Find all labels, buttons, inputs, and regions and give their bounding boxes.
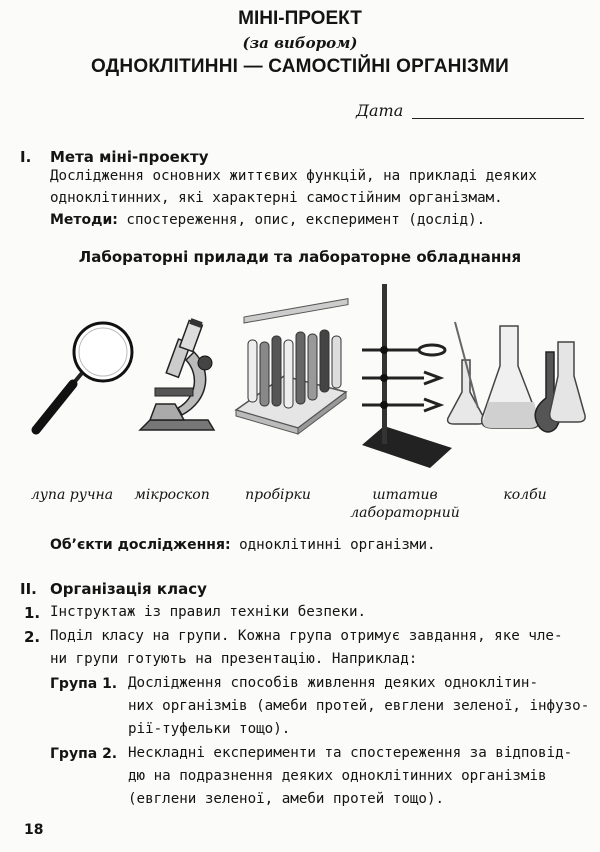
magnifier-icon [36,323,132,430]
caption-microscope: мікроскоп [134,487,210,503]
caption-magnifier: лупа ручна [30,487,114,503]
caption-stand-line2: лабораторний [350,505,460,521]
group2-line1: Нескладні експерименти та спостереження за відповід- [128,745,573,761]
caption-stand-line1: штатив [372,487,438,503]
methods-line [50,209,485,232]
date-field-line [412,118,584,119]
equipment-heading: Лабораторні прилади та лабораторне обладнання [78,248,522,266]
group1-line1: Дослідження способів живлення деяких одноклітин- [128,675,538,691]
page-number: 18 [24,822,44,838]
group2-line3: (евглени зеленої, амеби протей тощо). [128,791,445,807]
topic-title: ОДНОКЛІТИННІ — САМОСТІЙНІ ОРГАНІЗМИ [90,56,510,77]
methods-text: спостереження, опис, експеримент (дослід). [126,212,486,228]
caption-flasks: колби [503,487,547,503]
group1-label: Група 1. [50,676,118,692]
microscope-icon [140,318,214,430]
section1-line2: одноклітинних, які характерні самостійним організмам. [50,190,503,206]
objects-label: Об’єкти дослідження: [50,537,231,553]
group1-line2: них організмів (амеби протей, евглени зеленої, інфузо- [128,698,590,714]
item1-text: Інструктаж із правил техніки безпеки. [50,604,367,620]
page-title: МІНІ-ПРОЕКТ [238,8,362,29]
section2-heading: Організація класу [50,580,207,598]
section1-line1: Дослідження основних життєвих функцій, на прикладі деяких [50,168,537,184]
objects-text: одноклітинні організми. [239,537,436,553]
objects-line [50,534,436,557]
group2-line2: дю на подразнення деяких одноклітинних організмів [128,768,547,784]
flasks-icon [448,322,586,432]
section1-number: I. [20,148,32,166]
section2-number: II. [20,580,37,598]
group1-line3: рії-туфельки тощо). [128,721,291,737]
equipment-illustrations [0,280,600,480]
date-label: Дата [356,101,404,120]
item1-number: 1. [24,604,41,622]
lab-stand-icon [362,284,452,468]
item2-line2: ни групи готують на презентацію. Наприклад: [50,651,418,667]
section1-heading: Мета міні-проекту [50,148,209,166]
methods-label: Методи: [50,212,118,228]
item2-number: 2. [24,628,41,646]
item2-line1: Поділ класу на групи. Кожна група отримує завдання, яке чле- [50,628,563,644]
caption-test-tubes: пробірки [245,487,311,503]
test-tubes-icon [236,299,348,434]
group2-label: Група 2. [50,746,118,762]
page-subtitle: (за вибором) [242,34,358,52]
